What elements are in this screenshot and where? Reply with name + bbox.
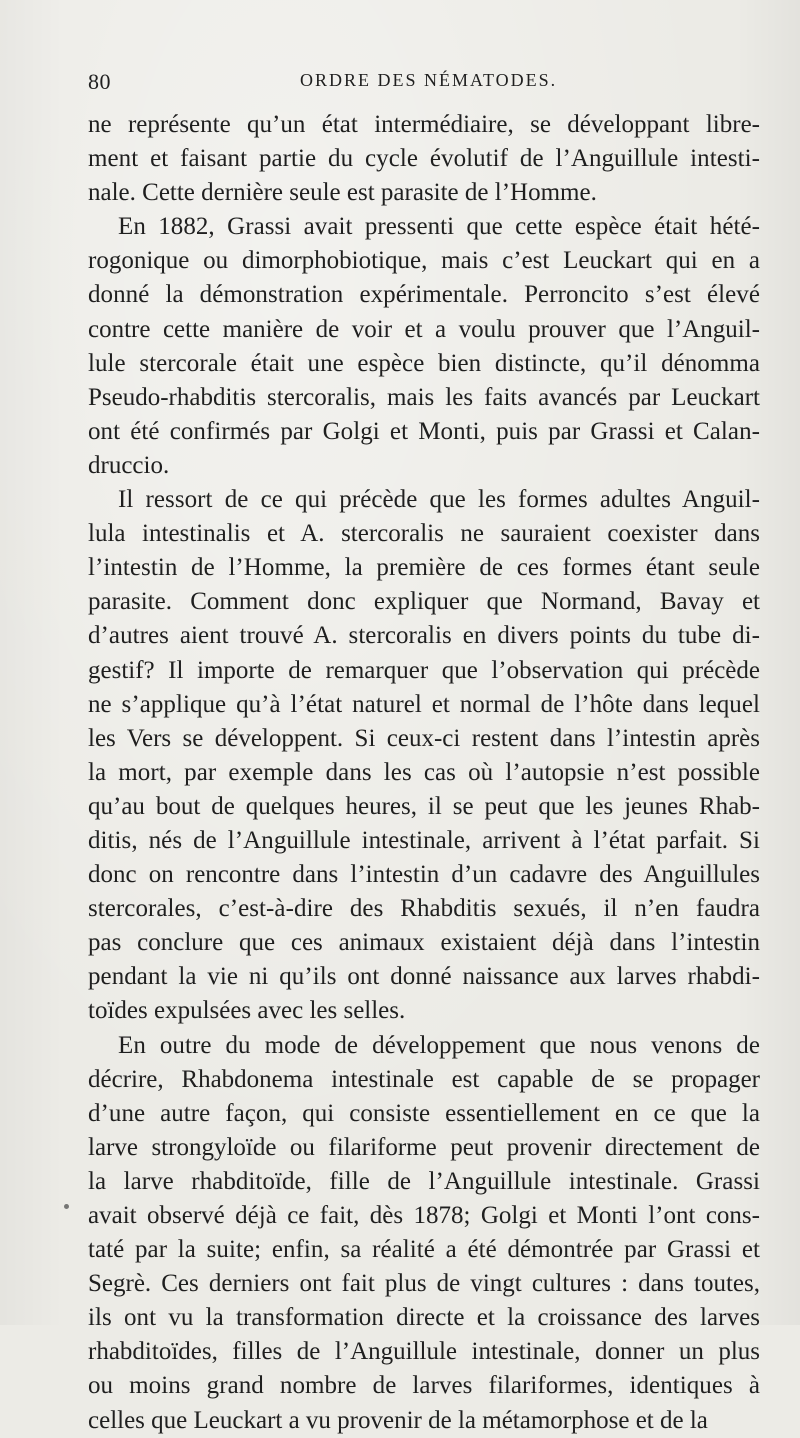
text-line: donné la démonstration expérimentale. Perroncito s’est élevé: [88, 281, 760, 309]
text-line: ou moins grand nombre de larves filariformes, identiques à: [88, 1372, 760, 1400]
page-number: 80: [88, 69, 111, 94]
text-line: taté par la suite; enfin, sa réalité a été démontrée par Grassi et: [88, 1236, 760, 1264]
text-line: la mort, par exemple dans les cas où l’autopsie n’est possible: [88, 758, 760, 786]
text-line: la larve rhabditoïde, fille de l’Anguillule intestinale. Grassi: [88, 1167, 760, 1195]
text-line: larve strongyloïde ou filariforme peut provenir directement de: [88, 1133, 760, 1161]
text-line: ditis, nés de l’Anguillule intestinale, arrivent à l’état parfait. Si: [88, 826, 760, 854]
page-header: [88, 69, 754, 103]
text-line: druccio.: [88, 451, 170, 479]
text-line: rhabditoïdes, filles de l’Anguillule intestinale, donner un plus: [88, 1338, 760, 1366]
text-line: d’autres aient trouvé A. stercoralis en divers points du tube di-: [88, 622, 760, 650]
text-line: En 1882, Grassi avait pressenti que cette espèce était hété-: [118, 213, 760, 241]
text-line: d’une autre façon, qui consiste essentiellement en ce que la: [88, 1099, 760, 1127]
text-line: ont été confirmés par Golgi et Monti, puis par Grassi et Calan-: [88, 417, 760, 445]
text-line: Segrè. Ces derniers ont fait plus de vingt cultures : dans toutes,: [88, 1270, 760, 1298]
text-line: ment et faisant partie du cycle évolutif de l’Anguillule intesti-: [88, 145, 760, 173]
text-line: lula intestinalis et A. stercoralis ne sauraient coexister dans: [88, 520, 760, 548]
text-line: ne s’applique qu’à l’état naturel et normal de l’hôte dans lequel: [88, 690, 760, 718]
text-line: qu’au bout de quelques heures, il se peut que les jeunes Rhab-: [88, 792, 760, 820]
text-line: avait observé déjà ce fait, dès 1878; Golgi et Monti l’ont cons-: [88, 1202, 760, 1229]
text-line: les Vers se développent. Si ceux-ci restent dans l’intestin après: [88, 724, 760, 752]
text-line: Il ressort de ce qui précède que les formes adultes Anguil-: [118, 486, 760, 514]
text-line: pendant la vie ni qu’ils ont donné naissance aux larves rhabdi-: [88, 963, 760, 991]
text-line: toïdes expulsées avec les selles.: [88, 997, 406, 1025]
ink-speck: [64, 1204, 69, 1209]
text-line: stercorales, c’est-à-dire des Rhabditis sexués, il n’en faudra: [88, 895, 760, 923]
text-line: parasite. Comment donc expliquer que Normand, Bavay et: [88, 588, 760, 616]
text-line: lule stercorale était une espèce bien distincte, qu’il dénomma: [88, 349, 760, 377]
text-line: rogonique ou dimorphobiotique, mais c’est Leuckart qui en a: [88, 247, 760, 275]
text-line: gestif? Il importe de remarquer que l’observation qui précède: [88, 656, 760, 684]
text-line: pas conclure que ces animaux existaient déjà dans l’intestin: [88, 929, 760, 957]
text-line: En outre du mode de développement que nous venons de: [118, 1031, 760, 1059]
text-line: l’intestin de l’Homme, la première de ces formes étant seule: [88, 554, 760, 582]
body-text: [88, 108, 760, 1438]
text-line: ils ont vu la transformation directe et la croissance des larves: [88, 1304, 760, 1332]
text-line: nale. Cette dernière seule est parasite de l’Homme.: [88, 179, 597, 207]
text-line: décrire, Rhabdonema intestinale est capable de se propager: [88, 1065, 760, 1093]
text-line: contre cette manière de voir et a voulu prouver que l’Anguil-: [88, 315, 760, 343]
running-head: ORDRE DES NÉMATODES.: [300, 70, 558, 90]
text-line: celles que Leuckart a vu provenir de la métamorphose et de la: [88, 1406, 708, 1434]
text-line: donc on rencontre dans l’intestin d’un cadavre des Anguillules: [88, 861, 760, 889]
text-line: ne représente qu’un état intermédiaire, se développant libre-: [88, 111, 760, 138]
text-line: Pseudo-rhabditis stercoralis, mais les faits avancés par Leuckart: [88, 383, 760, 411]
